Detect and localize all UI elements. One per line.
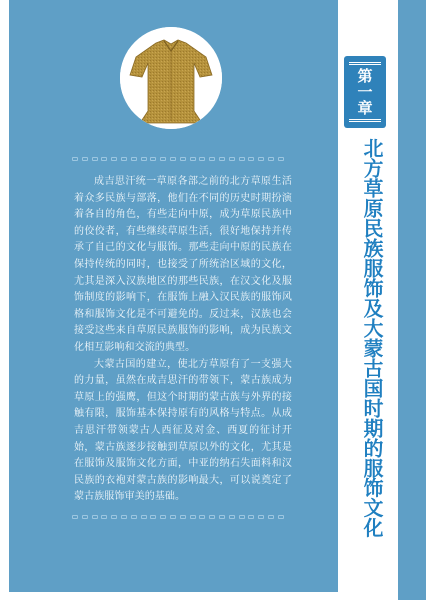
decorative-border-top (72, 157, 284, 163)
chapter-badge (344, 56, 386, 128)
paragraph-1: 成吉思汗统一草原各部之前的北方草原生活着众多民族与部落，他们在不同的历史时期扮演着各自的角色，有些走向中原，成为草原民族中的佼佼者，有些继续草原生活，很好地保持并传承了自己的文化与服饰。那些走向中原的民族在保持传统的同时，也接受了所统治区域的文化，尤其是深入汉族地区的那些民族，在汉文化及服饰制度的影响下，在服饰上融入汉民族的服饰风格和服饰文化是不可避免的。反过来，汉族也会接受这些来自草原民族服饰的影响，成为民族文化相互影响和交流的典型。 (74, 176, 292, 353)
decorative-border-bottom (72, 515, 284, 521)
paragraph-2: 大蒙古国的建立，使北方草原有了一支强大的力量，虽然在成吉思汗的带领下，蒙古族成为草原上的强鹰，但这个时期的蒙古族与外界的接触有限，服饰基本保持原有的风格与特点。从成吉思汗带领蒙古人西征及对金、西夏的征讨开始，蒙古族逐步接触到草原以外的文化，尤其是在服饰及服饰文化方面，中亚的纳石失面料和汉民族的衣袍对蒙古族的影响最大，可以说奠定了蒙古族服饰审美的基础。 (74, 358, 292, 503)
badge-ornament-top (349, 62, 381, 65)
chapter-title: 北方草原民族服饰及大蒙古国时期的服饰文化 (360, 138, 384, 538)
robe-artifact-photo (120, 27, 222, 129)
chapter-intro-text (74, 174, 292, 506)
chapter-label: 第一章 (355, 68, 374, 116)
badge-ornament-bottom (349, 119, 381, 122)
edge-color-bar (398, 0, 426, 600)
